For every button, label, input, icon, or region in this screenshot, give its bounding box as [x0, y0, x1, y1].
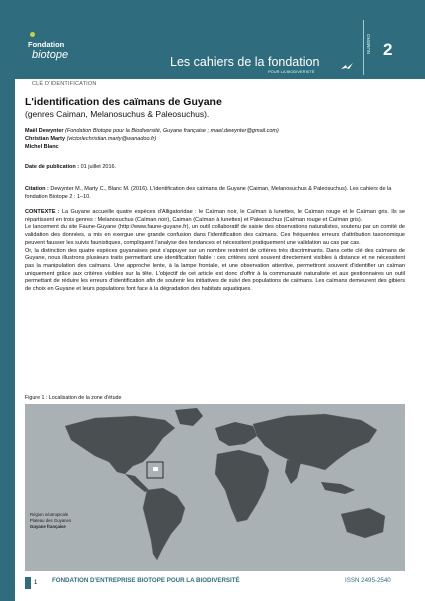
footer-accent	[25, 577, 31, 589]
author-name: Christian Marty	[25, 136, 66, 142]
series-title: Les cahiers de la fondation	[170, 55, 320, 69]
logo-text-fondation: Fondation	[28, 40, 65, 49]
footer-organization: FONDATION D'ENTREPRISE BIOTOPE POUR LA BIODIVERSITÉ	[52, 577, 240, 584]
legend-item: Région néotropicale	[30, 512, 69, 517]
figure-caption: Figure 1 : Localisation de la zone d'étude	[25, 395, 122, 401]
bird-icon	[340, 62, 354, 72]
issue-divider	[363, 20, 364, 75]
citation-label: Citation :	[25, 186, 49, 192]
article-subtitle: (genres Caiman, Melanosuchus & Paleosuchus).	[25, 109, 210, 119]
world-map	[25, 404, 405, 571]
citation	[25, 185, 405, 201]
context-label: CONTEXTE :	[25, 209, 60, 215]
publication-date	[25, 164, 116, 170]
world-map-graphic	[25, 404, 405, 571]
page-number: 1	[34, 580, 38, 586]
author-list	[25, 127, 279, 151]
left-accent-bar	[0, 0, 15, 601]
issue-number: 2	[383, 40, 393, 59]
french-guiana-marker	[153, 467, 158, 471]
legend-item	[30, 524, 71, 530]
body-paragraph	[25, 209, 405, 224]
map-legend	[30, 512, 71, 530]
logo-dot-icon	[30, 32, 35, 37]
publication-date-value: 01 juillet 2016.	[80, 164, 117, 170]
legend-item: Plateau des Guyanes	[30, 518, 72, 523]
publication-date-label: Date de publication :	[25, 164, 80, 170]
author-name: Maël Dewynter	[25, 128, 64, 134]
logo-text-biotope: biotope	[32, 49, 69, 61]
legend-item-bold: Guyane française	[30, 524, 66, 529]
article-body	[25, 209, 405, 294]
series-subtitle: POUR LA BIODIVERSITÉ	[268, 69, 315, 74]
author-row	[25, 143, 279, 151]
author-row	[25, 135, 279, 143]
author-affiliation: (Fondation Biotope pour la Biodiversité, Guyane française ; mael.dewynter@gmail.com)	[65, 128, 279, 134]
author-name: Michel Blanc	[25, 144, 59, 150]
author-row	[25, 127, 279, 135]
fondation-biotope-logo	[22, 28, 74, 64]
body-text: La Guyane accueille quatre espèces d'Alligatoridae : le Caïman noir, le Caïman à lunettes, le Caïman rouge et le Caïman gris. Ils se répartissent en trois genres : Melanosuchus (Caïman noir), Caiman (Caïman à lunettes) et Paleosuchus (Caïman rouge et Caïman gris).	[25, 209, 405, 223]
article-title: L'identification des caïmans de Guyane	[25, 96, 222, 108]
footer-issn: ISSN 2495-2540	[345, 577, 391, 584]
citation-text: Dewynter M., Marty C., Blanc M. (2016). L'identification des caïmans de Guyane (Caiman, Melanosuchus & Paleosuchus). Les cahiers de la fondation Biotope 2 : 1–10.	[25, 186, 392, 200]
author-affiliation: (victorlechristian.marty@wanadoo.fr)	[66, 136, 157, 142]
body-paragraph: Le lancement du site Faune-Guyane (http://www.faune-guyane.fr), un outil collaboratif de saisie des observations naturalistes, soutenu par un comité de validation des données, a mis en exergue une grande confusion dans l'identification des caïmans. Ces fréquentes erreurs d'attribution taxonomique peuvent fausser les suivis faunistiques, compliquent l'analyse des tendances et nécessitent pratiquement une validation au cas par cas.	[25, 224, 405, 246]
body-paragraph: Or, la distinction des quatre espèces guyanaises peut s'appuyer sur un nombre restreint de critères très discriminants. Dans cette clé des caïmans de Guyane, nous illustrons plusieurs traits permettant une identification fiable : ces critères sont souvent directement visibles à distance et ne nécessitent pas la manipulation des caïmans. Une approche lente, à la lampe frontale, et une observation attentive, permettront souvent d'identifier un caïman uniquement grâce aux critères visibles sur la tête. L'objectif de cet article est donc d'offrir à la communauté naturaliste et aux gestionnaires un outil permettant de réduire les erreurs d'identification afin de soutenir les initiatives de suivi des populations de caïmans. Les caïmans demeurent des gibiers de choix en Guyane et leurs populations font face à la dégradation des habitats aquatiques.	[25, 247, 405, 293]
issue-number-label: NUMÉRO	[366, 34, 371, 54]
section-label: CLÉ D'IDENTIFICATION	[32, 81, 97, 87]
